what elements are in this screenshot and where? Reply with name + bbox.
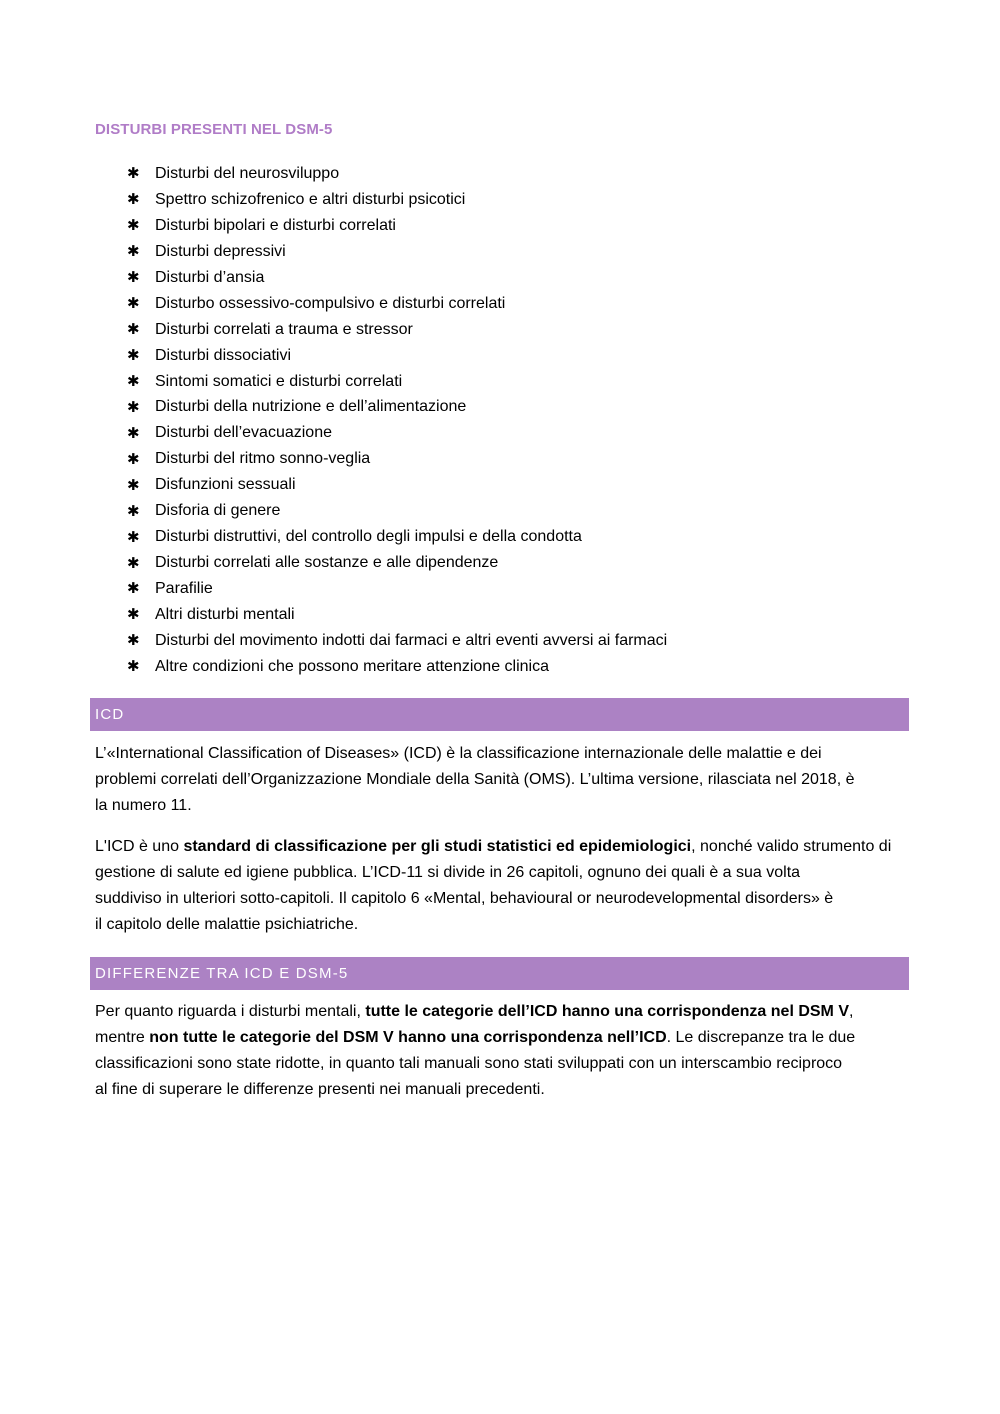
text-run: mentre	[95, 1028, 150, 1046]
list-item-text: Altre condizioni che possono meritare attenzione clinica	[155, 657, 549, 675]
star-bullet-icon: ✱	[127, 476, 140, 494]
list-item-text: Disturbi del movimento indotti dai farmaci e altri eventi avversi ai farmaci	[155, 631, 668, 649]
text-run: , nonché valido strumento di	[691, 838, 892, 855]
star-bullet-icon: ✱	[127, 398, 140, 416]
list-item-text: Disturbi dell’evacuazione	[155, 424, 332, 442]
dsm-disorders-list	[126, 161, 667, 680]
list-item	[126, 472, 667, 498]
dsm-section-title: DISTURBI PRESENTI NEL DSM-5	[95, 121, 333, 138]
paragraph-line: al fine di superare le differenze presenti nei manuali precedenti.	[95, 1080, 545, 1098]
paragraph-line	[95, 1025, 910, 1051]
list-item-text: Disturbo ossessivo-compulsivo e disturbi correlati	[155, 294, 506, 312]
star-bullet-icon: ✱	[127, 321, 140, 339]
list-item-text: Spettro schizofrenico e altri disturbi psicotici	[155, 190, 466, 208]
paragraph-line: suddiviso in ulteriori sotto-capitoli. Il capitolo 6 «Mental, behavioural or neurodevelopmental disorders» è	[95, 889, 834, 907]
star-bullet-icon: ✱	[127, 217, 140, 235]
list-item	[126, 628, 667, 654]
list-item-text: Disturbi distruttivi, del controllo degli impulsi e della condotta	[155, 528, 582, 546]
paragraph-line	[95, 834, 910, 860]
bold-text-run: non tutte le categorie del DSM V hanno una corrispondenza nell’ICD	[149, 1028, 667, 1046]
list-item	[126, 524, 667, 550]
list-item	[126, 317, 667, 343]
paragraph-line: la numero 11.	[95, 796, 192, 814]
list-item-text: Disturbi depressivi	[155, 242, 286, 260]
star-bullet-icon: ✱	[127, 658, 140, 676]
list-item	[126, 498, 667, 524]
paragraph-line: il capitolo delle malattie psichiatriche.	[95, 915, 359, 933]
list-item-text: Disforia di genere	[155, 502, 281, 520]
star-bullet-icon: ✱	[127, 269, 140, 287]
list-item-text: Disturbi dissociativi	[155, 346, 292, 364]
icd-standard-paragraph	[95, 834, 910, 938]
list-item	[126, 343, 667, 369]
list-item-text: Disturbi del neurosviluppo	[155, 165, 340, 182]
bold-text-run: tutte le categorie dell’ICD hanno una corrispondenza nel DSM V	[365, 1003, 849, 1020]
text-run: . Le discrepanze tra le due	[666, 1028, 856, 1046]
star-bullet-icon: ✱	[127, 554, 140, 572]
star-bullet-icon: ✱	[127, 606, 140, 624]
star-bullet-icon: ✱	[127, 295, 140, 313]
list-item	[126, 394, 667, 420]
differences-paragraph	[95, 999, 910, 1103]
list-item	[126, 213, 667, 239]
star-bullet-icon: ✱	[127, 165, 140, 183]
list-item-text: Disturbi del ritmo sonno-veglia	[155, 450, 371, 468]
icd-section-heading: ICD	[90, 698, 909, 731]
list-item	[126, 291, 667, 317]
list-item-text: Disfunzioni sessuali	[155, 476, 296, 494]
list-item-text: Disturbi bipolari e disturbi correlati	[155, 216, 396, 234]
list-item-text: Sintomi somatici e disturbi correlati	[155, 372, 403, 390]
list-item	[126, 576, 667, 602]
list-item	[126, 446, 667, 472]
list-item-text: Disturbi d’ansia	[155, 268, 265, 286]
star-bullet-icon: ✱	[127, 580, 140, 598]
paragraph-line: problemi correlati dell’Organizzazione Mondiale della Sanità (OMS). L’ultima versione, rilasciata nel 2018, è	[95, 770, 855, 788]
paragraph-line: classificazioni sono state ridotte, in quanto tali manuali sono stati sviluppati con un interscambio reciproco	[95, 1054, 843, 1072]
list-item	[126, 239, 667, 265]
list-item-text: Disturbi correlati a trauma e stressor	[155, 320, 413, 338]
list-item	[126, 187, 667, 213]
star-bullet-icon: ✱	[127, 528, 140, 546]
paragraph-line: L’«International Classification of Diseases» (ICD) è la classificazione internazionale delle malattie e dei	[95, 745, 822, 762]
list-item	[126, 602, 667, 628]
list-item	[126, 161, 667, 187]
list-item	[126, 265, 667, 291]
star-bullet-icon: ✱	[127, 347, 140, 365]
list-item	[126, 550, 667, 576]
list-item-text: Altri disturbi mentali	[155, 605, 295, 623]
icd-intro-paragraph	[95, 741, 910, 819]
list-item-text: Parafilie	[155, 580, 213, 597]
star-bullet-icon: ✱	[127, 191, 140, 209]
text-run: L'ICD è uno	[95, 838, 184, 855]
text-run: Per quanto riguarda i disturbi mentali,	[95, 1003, 366, 1020]
text-run: ,	[849, 1003, 854, 1020]
star-bullet-icon: ✱	[127, 502, 140, 520]
paragraph-line: gestione di salute ed igiene pubblica. L’ICD-11 si divide in 26 capitoli, ognuno dei quali è a sua volta	[95, 863, 801, 881]
list-item	[126, 420, 667, 446]
star-bullet-icon: ✱	[127, 424, 140, 442]
paragraph-line	[95, 999, 910, 1025]
star-bullet-icon: ✱	[127, 372, 140, 390]
list-item-text: Disturbi della nutrizione e dell’alimentazione	[155, 398, 467, 416]
list-item	[126, 369, 667, 395]
star-bullet-icon: ✱	[127, 632, 140, 650]
list-item	[126, 654, 667, 680]
bold-text-run: standard di classificazione per gli studi statistici ed epidemiologici	[183, 838, 692, 855]
star-bullet-icon: ✱	[127, 243, 140, 261]
list-item-text: Disturbi correlati alle sostanze e alle dipendenze	[155, 554, 499, 572]
star-bullet-icon: ✱	[127, 450, 140, 468]
differences-section-heading: DIFFERENZE TRA ICD E DSM-5	[90, 957, 909, 990]
